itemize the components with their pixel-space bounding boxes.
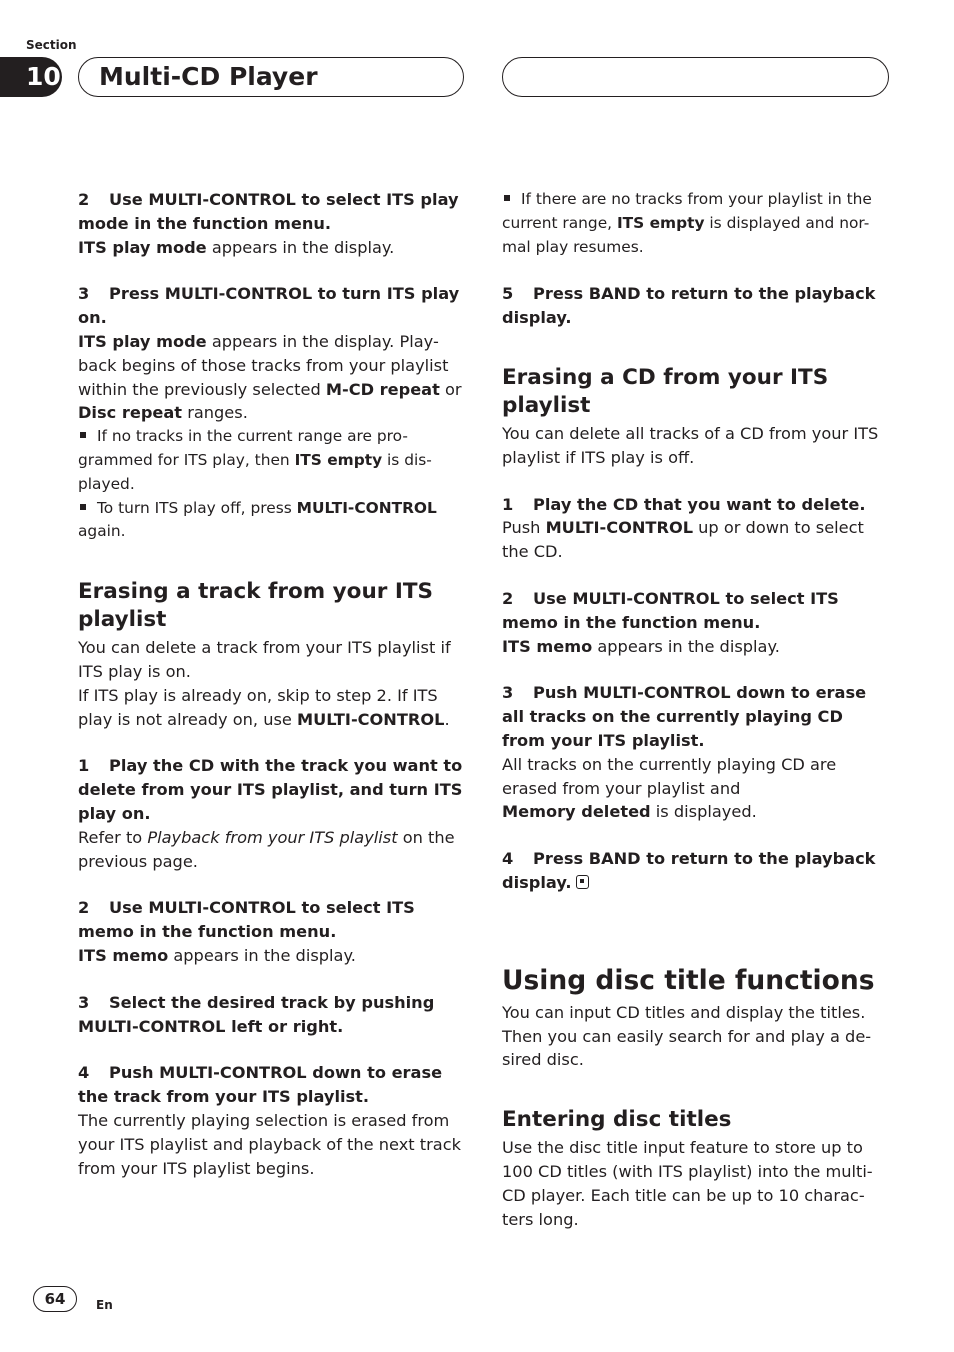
step-heading: 3 Push MULTI-CONTROL down to erase all tracks on the currently playing CD from your ITS playlist. xyxy=(502,683,867,750)
language-code: En xyxy=(96,1298,113,1312)
step-heading: 4 Push MULTI-CONTROL down to erase the track from your ITS playlist. xyxy=(78,1063,443,1107)
section-number-badge: 10 xyxy=(0,57,62,97)
step-heading: 5 Press BAND to return to the playback display. xyxy=(502,284,876,328)
paragraph: Use the disc title input feature to store up to 100 CD titles (with ITS playlist) into the multi-CD player. Each title can be up to 10 charac-ters long. xyxy=(502,1138,873,1229)
step-body: Push MULTI-CONTROL up or down to select the CD. xyxy=(502,518,864,562)
paragraph: You can delete a track from your ITS playlist if ITS play is on. xyxy=(78,638,451,681)
step-body: ITS memo appears in the display. xyxy=(502,636,780,656)
section-heading: Using disc title functions xyxy=(502,964,875,996)
note: If there are no tracks from your playlist in the current range, ITS empty is displayed and nor-mal play resumes. xyxy=(502,190,872,256)
subsection-heading: Erasing a CD from your ITS playlist xyxy=(502,364,829,418)
right-column xyxy=(502,188,888,1231)
step-body: Refer to Playback from your ITS playlist on the previous page. xyxy=(78,827,455,871)
step-heading: 2 Use MULTI-CONTROL to select ITS memo in the function menu. xyxy=(502,588,839,632)
paragraph: If ITS play is already on, skip to step 2. If ITS play is not already on, use MULTI-CONTROL. xyxy=(78,685,450,729)
bullet-square-icon xyxy=(80,504,86,510)
step-body: ITS play mode appears in the display. Play-back begins of those tracks from your playlist within the previously selected M-CD repeat or Disc repeat ranges. xyxy=(78,331,462,423)
step-heading: 1 Play the CD with the track you want to delete from your ITS playlist, and turn ITS play on. xyxy=(78,756,463,823)
section-label: Section xyxy=(26,38,77,52)
step-body: All tracks on the currently playing CD are erased from your playlist and Memory deleted is displayed. xyxy=(502,754,837,822)
subsection-heading: Erasing a track from your ITS playlist xyxy=(78,579,434,633)
step-heading: 2 Use MULTI-CONTROL to select ITS memo in the function menu. xyxy=(78,898,415,942)
note: If no tracks in the current range are pro-grammed for ITS play, then ITS empty is dis-played. xyxy=(78,427,432,493)
bullet-square-icon xyxy=(504,195,510,201)
header-empty-pill xyxy=(502,57,889,97)
end-of-section-icon xyxy=(576,875,589,889)
left-column xyxy=(78,188,464,1180)
chapter-title: Multi-CD Player xyxy=(78,57,464,97)
step-heading: 3 Press MULTI-CONTROL to turn ITS play on. xyxy=(78,284,460,328)
step-body: ITS play mode appears in the display. xyxy=(78,237,395,257)
bullet-square-icon xyxy=(80,432,86,438)
step-heading: 3 Select the desired track by pushing MULTI-CONTROL left or right. xyxy=(78,992,435,1036)
step-heading: 2 Use MULTI-CONTROL to select ITS play mode in the function menu. xyxy=(78,190,459,233)
paragraph: You can input CD titles and display the titles. Then you can easily search for and play a de-sired disc. xyxy=(502,1002,872,1070)
page-number: 64 xyxy=(33,1286,77,1312)
subsection-heading: Entering disc titles xyxy=(502,1107,732,1133)
step-heading: 1 Play the CD that you want to delete. xyxy=(502,494,866,514)
step-body: The currently playing selection is erased from your ITS playlist and playback of the next track from your ITS playlist begins. xyxy=(78,1110,461,1178)
step-heading: 4 Press BAND to return to the playback display. xyxy=(502,849,876,892)
step-body: ITS memo appears in the display. xyxy=(78,945,356,965)
note: To turn ITS play off, press MULTI-CONTROL again. xyxy=(78,498,437,541)
paragraph: You can delete all tracks of a CD from your ITS playlist if ITS play is off. xyxy=(502,423,879,467)
